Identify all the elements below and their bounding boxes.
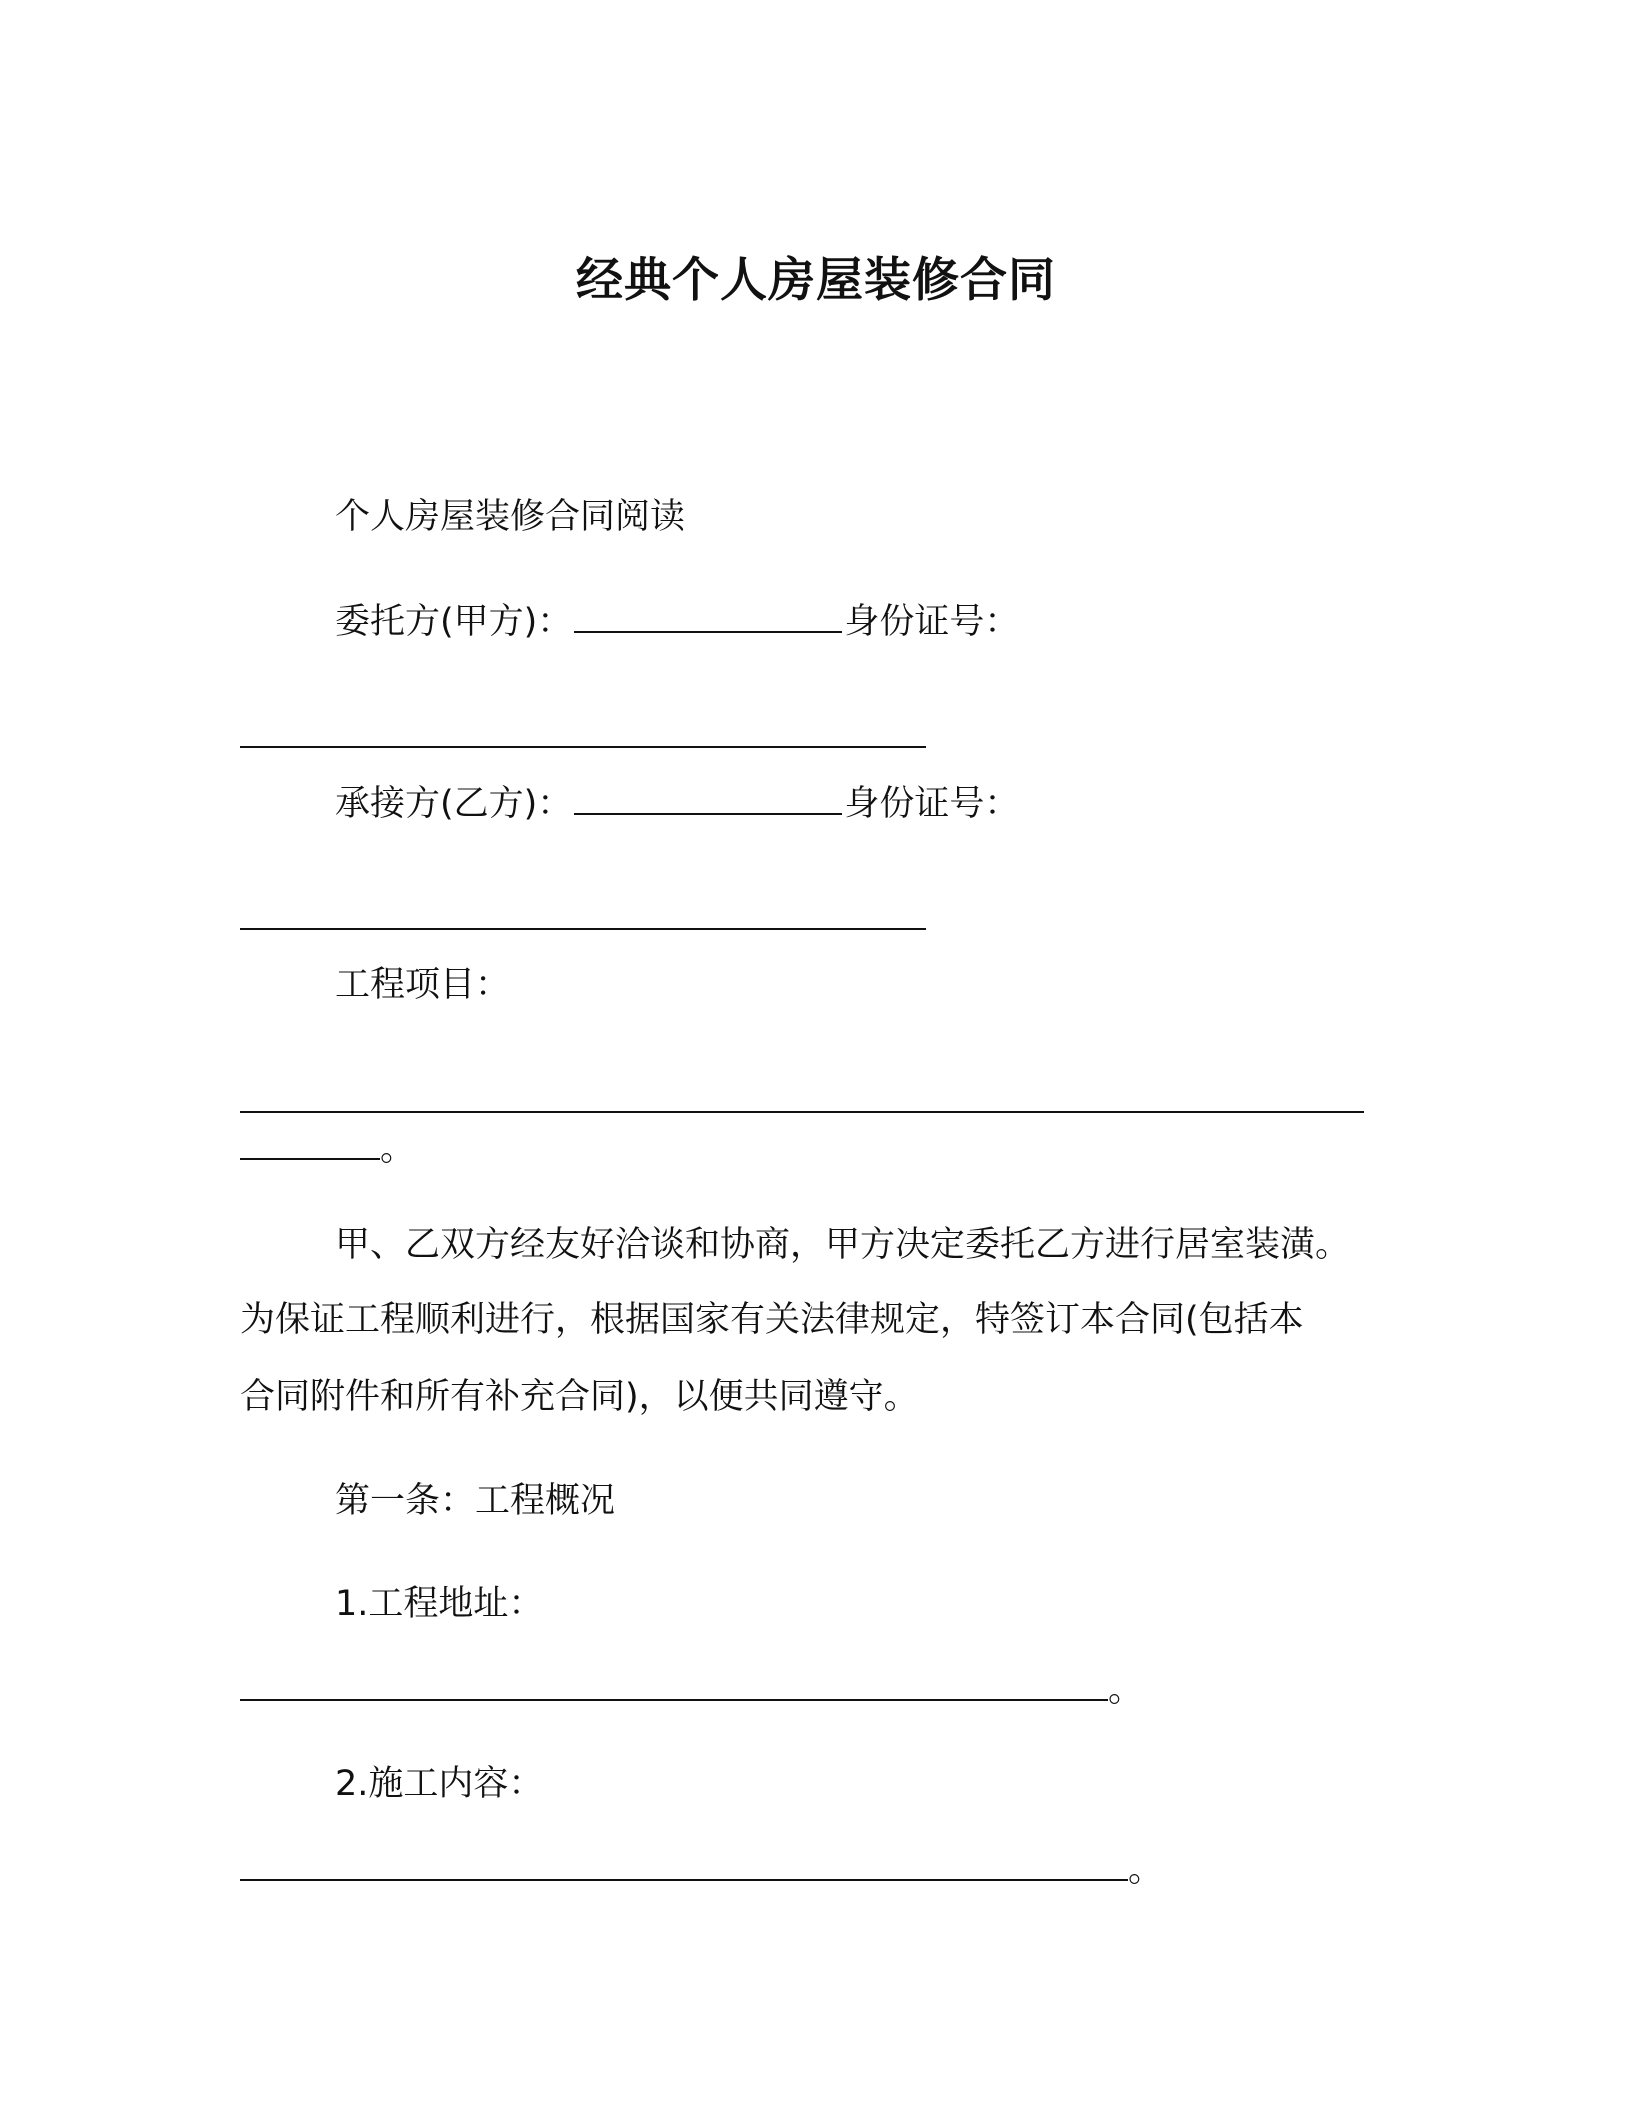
project-blank-1	[240, 1111, 1364, 1113]
project-label: 工程项目：	[335, 965, 511, 1005]
address-label: 1.工程地址：	[335, 1584, 544, 1624]
party-a-line	[335, 602, 1020, 642]
party-a-label: 委托方(甲方)：	[335, 602, 573, 642]
project-blank-line-1	[240, 1085, 1364, 1120]
party-a-id-blank	[240, 746, 926, 748]
project-blank-line-2	[240, 1129, 416, 1169]
party-a-name-blank	[574, 631, 842, 633]
address-end-mark: 。	[1108, 1670, 1144, 1710]
party-b-id-line	[240, 902, 926, 937]
project-end-mark: 。	[380, 1129, 416, 1169]
preamble-line-2: 为保证工程顺利进行，根据国家有关法律规定，特签订本合同(包括本	[240, 1300, 1304, 1340]
preamble-line-3: 合同附件和所有补充合同)，以便共同遵守。	[240, 1377, 919, 1417]
construction-blank	[240, 1879, 1128, 1881]
document-subtitle: 个人房屋装修合同阅读	[335, 497, 686, 537]
party-b-id-blank	[240, 928, 926, 930]
construction-content-label: 2.施工内容：	[335, 1764, 544, 1804]
address-blank	[240, 1699, 1108, 1701]
article-1-heading: 第一条：工程概况	[335, 1481, 616, 1521]
preamble-line-1: 甲、乙双方经友好洽谈和协商，甲方决定委托乙方进行居室装潢。	[335, 1225, 1351, 1265]
party-b-line	[335, 784, 1020, 824]
party-b-name-blank	[574, 813, 842, 815]
party-b-label: 承接方(乙方)：	[335, 784, 573, 824]
party-a-id-line	[240, 720, 926, 755]
party-b-id-label: 身份证号：	[844, 784, 1020, 824]
construction-end-mark: 。	[1128, 1850, 1164, 1890]
construction-blank-line	[240, 1850, 1164, 1890]
address-blank-line	[240, 1670, 1144, 1710]
project-blank-2	[240, 1158, 380, 1160]
document-title: 经典个人房屋装修合同	[576, 253, 1056, 309]
party-a-id-label: 身份证号：	[844, 602, 1020, 642]
